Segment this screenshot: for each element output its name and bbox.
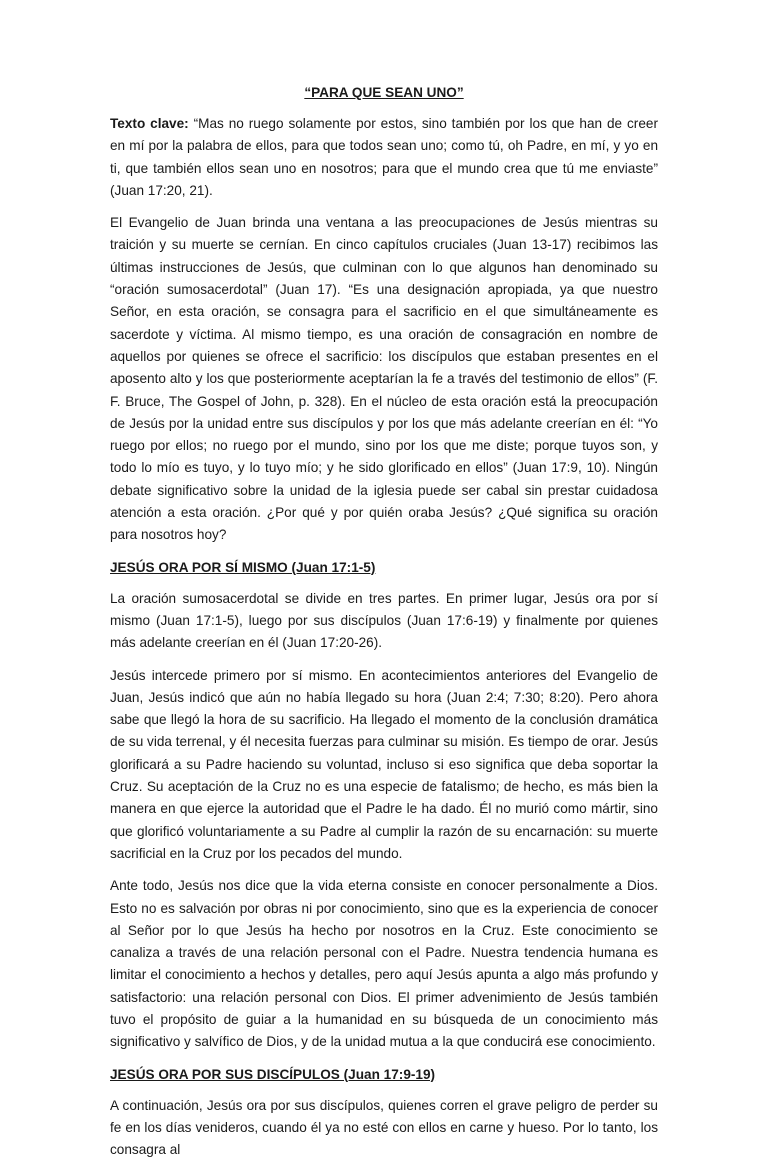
key-text-label: Texto clave: xyxy=(110,116,189,131)
document-title: “PARA QUE SEAN UNO” xyxy=(304,85,464,100)
paragraph-three-parts: La oración sumosacerdotal se divide en tres partes. En primer lugar, Jesús ora por sí mismo (Juan 17:1-5), luego por sus discípulos (Juan 17:6-19) y finalmente por quienes más adelante creerían en él (Juan 17:20-26). xyxy=(110,590,658,651)
paragraph-disciples: A continuación, Jesús ora por sus discípulos, quienes corren el grave peligro de perder su fe en los días venideros, cuando él ya no esté con ellos en carne y hueso. Por lo tanto, los consagra al xyxy=(110,1097,658,1158)
key-text-paragraph xyxy=(110,113,658,202)
paragraph-eternal-life: Ante todo, Jesús nos dice que la vida eterna consiste en conocer personalmente a Dios. Esto no es salvación por obras ni por conocimiento, sino que es la experiencia de conocer al Señor por lo que Jesús ha hecho por nosotros en la Cruz. Este conocimiento se canaliza a través de una relación personal con el Padre. Nuestra tendencia humana es limitar el conocimiento a hechos y detalles, pero aquí Jesús apunta a algo más profundo y satisfactorio: una relación personal con Dios. El primer advenimiento de Jesús también tuvo el propósito de guiar a la humanidad en su búsqueda de un conocimiento más significativo y salvífico de Dios, y de la unidad mutua a la que conducirá ese conocimiento. xyxy=(110,878,658,1050)
section-heading-disciples: JESÚS ORA POR SUS DISCÍPULOS (Juan 17:9-19) xyxy=(110,1066,436,1082)
section-heading-himself: JESÚS ORA POR SÍ MISMO (Juan 17:1-5) xyxy=(110,559,376,575)
intro-paragraph: El Evangelio de Juan brinda una ventana a las preocupaciones de Jesús mientras su traición y su muerte se cernían. En cinco capítulos cruciales (Juan 13-17) recibimos las últimas instrucciones de Jesús, que culminan con lo que algunos han denominado su “oración sumosacerdotal” (Juan 17). “Es una designación apropiada, ya que nuestro Señor, en esta oración, se consagra para el sacrificio en el que simultáneamente es sacerdote y víctima. Al mismo tiempo, es una oración de consagración en nombre de aquellos por quienes se ofrece el sacrificio: los discípulos que estaban presentes en el aposento alto y los que posteriormente aceptarían la fe a través del testimonio de ellos” (F. F. Bruce, The Gospel of John, p. 328). En el núcleo de esta oración está la preocupación de Jesús por la unidad entre sus discípulos y por los que más adelante creerían en él: “Yo ruego por ellos; no ruego por el mundo, sino por los que me diste; porque tuyos son, y todo lo mío es tuyo, y lo tuyo mío; y he sido glorificado en ellos” (Juan 17:9, 10). Ningún debate significativo sobre la unidad de la iglesia puede ser cabal sin prestar cuidadosa atención a esta oración. ¿Por qué y por quién oraba Jesús? ¿Qué significa su oración para nosotros hoy? xyxy=(110,215,658,543)
key-text-quote: “Mas no ruego solamente por estos, sino también por los que han de creer en mí por la palabra de ellos, para que todos sean uno; como tú, oh Padre, en mí, y yo en ti, que también ellos sean uno en nosotros; para que el mundo crea que tú me enviaste” (Juan 17:20, 21). xyxy=(110,116,658,198)
paragraph-intercedes: Jesús intercede primero por sí mismo. En acontecimientos anteriores del Evangelio de Juan, Jesús indicó que aún no había llegado su hora (Juan 2:4; 7:30; 8:20). Pero ahora sabe que llegó la hora de su sacrificio. Ha llegado el momento de la conclusión dramática de su vida terrenal, y él necesita fuerzas para culminar su misión. Es tiempo de orar. Jesús glorificará a su Padre haciendo su voluntad, incluso si eso significa que deba soportar la Cruz. Su aceptación de la Cruz no es una especie de fatalismo; de hecho, es más bien la manera en que ejerce la autoridad que el Padre le ha dado. Él no murió como mártir, sino que glorificó voluntariamente a su Padre al cumplir la razón de su encarnación: su muerte sacrificial en la Cruz por los pecados del mundo. xyxy=(110,667,658,861)
